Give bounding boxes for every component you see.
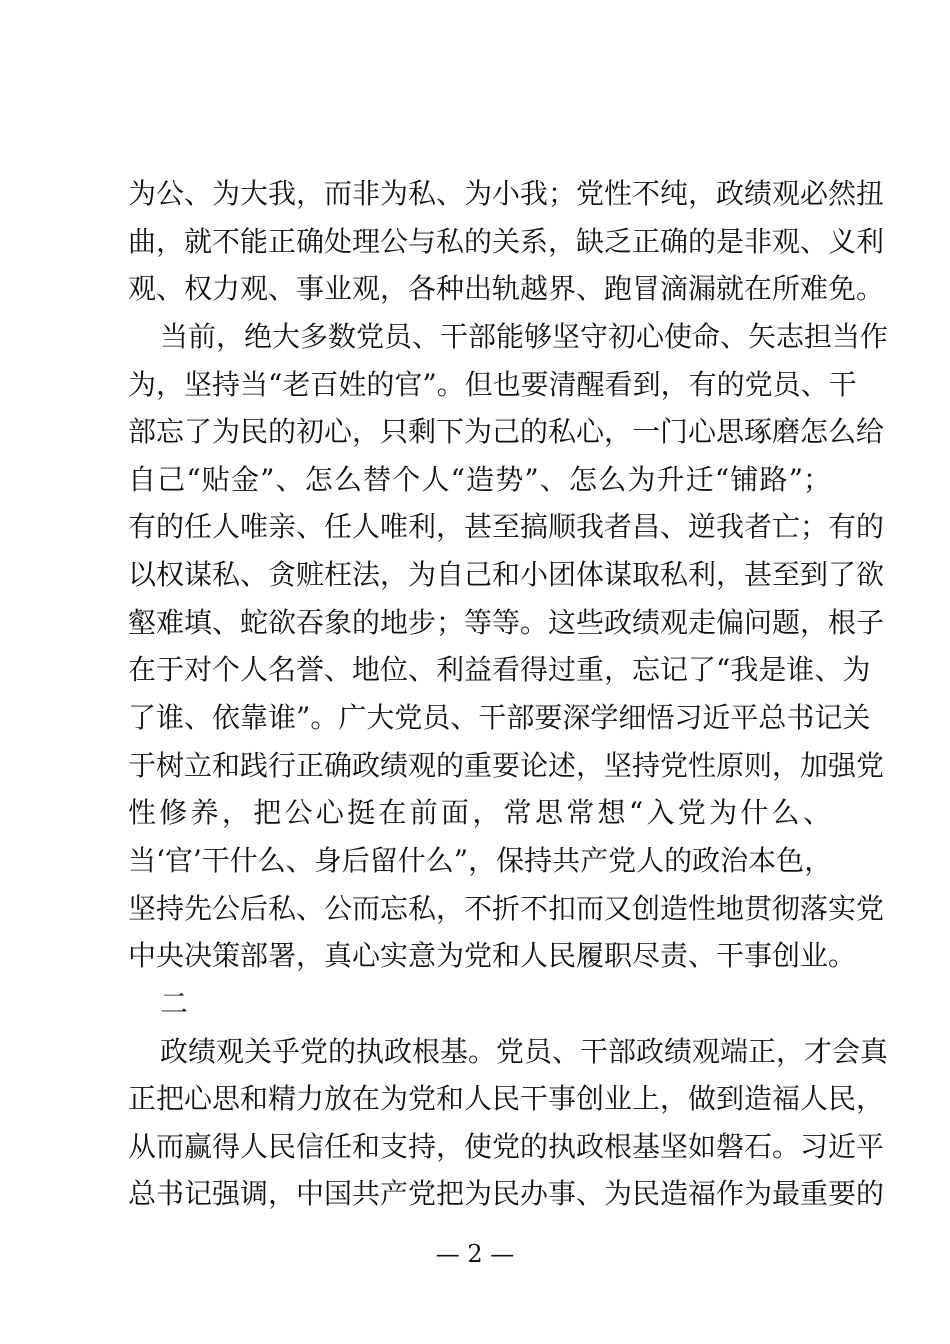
- text-line: 于树立和践行正确政绩观的重要论述，坚持党性原则，加强党: [128, 748, 885, 782]
- text-line: 在于对个人名誉、地位、利益看得过重，忘记了“我是谁、为: [128, 653, 871, 687]
- text-line: 了谁、依靠谁”。广大党员、干部要深学细悟习近平总书记关: [128, 701, 871, 735]
- section-heading: [128, 980, 831, 1028]
- text-line: 坚持先公后私、公而忘私，不折不扣而又创造性地贯彻落实党: [128, 891, 885, 925]
- text-line: 从而赢得人民信任和支持，使党的执政根基坚如磐石。习近平: [128, 1129, 885, 1163]
- text-line: 自己“贴金”、怎么替个人“造势”、怎么为升迁“铺路”；: [128, 462, 831, 496]
- text-line: 为公、为大我，而非为私、为小我；党性不纯，政绩观必然扭: [128, 177, 885, 210]
- text-line: 性修养，把公心挺在前面，常思常想“入党为什么、: [128, 796, 831, 830]
- paragraph: [128, 1028, 889, 1219]
- section-number: 二: [160, 986, 189, 1020]
- text-line: 正把心思和精力放在为党和人民干事创业上，做到造福人民，: [128, 1082, 885, 1116]
- text-line: 为，坚持当“老百姓的官”。但也要清醒看到，有的党员、干: [128, 367, 857, 401]
- paragraph: [128, 313, 889, 980]
- text-line: 中央决策部署，真心实意为党和人民履职尽责、干事创业。: [128, 939, 857, 973]
- text-line: 政绩观关乎党的执政根基。党员、干部政绩观端正，才会真: [160, 1034, 889, 1068]
- text-line: 壑难填、蛇欲吞象的地步；等等。这些政绩观走偏问题，根子: [128, 605, 885, 639]
- paragraph: [128, 170, 885, 313]
- text-line: 总书记强调，中国共产党把为民办事、为民造福作为最重要的: [128, 1177, 885, 1211]
- page-number: — 2 —: [435, 1240, 515, 1268]
- document-body: [128, 170, 889, 1218]
- text-line: 当前，绝大多数党员、干部能够坚守初心使命、矢志担当作: [160, 319, 889, 353]
- text-line: 当‘官’干什么、身后留什么”，保持共产党人的政治本色，: [128, 843, 833, 877]
- text-line: 以权谋私、贪赃枉法，为自己和小团体谋取私利，甚至到了欲: [128, 558, 885, 592]
- text-line: 曲，就不能正确处理公与私的关系，缺乏正确的是非观、义利: [128, 224, 885, 258]
- text-line: 观、权力观、事业观，各种出轨越界、跑冒滴漏就在所难免。: [128, 272, 885, 306]
- text-line: 有的任人唯亲、任人唯利，甚至搞顺我者昌、逆我者亡；有的: [128, 510, 885, 544]
- text-line: 部忘了为民的初心，只剩下为己的私心，一门心思琢磨怎么给: [128, 415, 885, 449]
